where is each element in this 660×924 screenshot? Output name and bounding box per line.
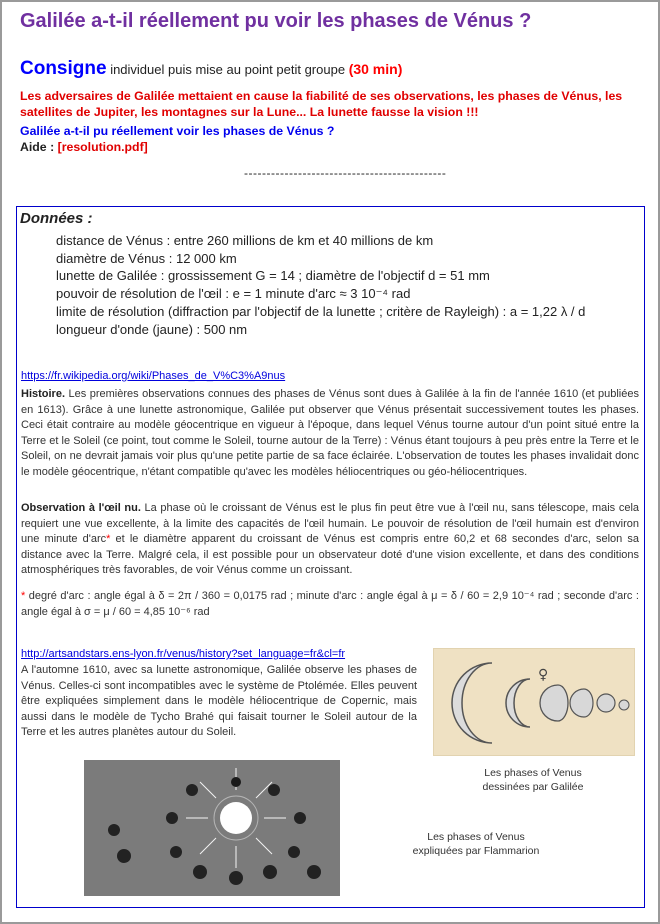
venus-dot-new [231, 777, 241, 787]
venus-phase-gibbous-small [570, 689, 593, 717]
footnote-star: * [106, 533, 111, 546]
venus-dot [193, 865, 207, 879]
artsandstars-link[interactable]: http://artsandstars.ens-lyon.fr/venus/history?set_language=fr&cl=fr [21, 648, 346, 660]
adversaries-text [20, 88, 645, 120]
flammarion-phases-svg [84, 760, 340, 896]
separator: --------------------------------------------- [244, 166, 447, 180]
angle-note-paragraph [21, 589, 639, 620]
flammarion-caption-line-1: Les phases of Venus [427, 831, 525, 843]
histoire-label: Histoire. [21, 388, 66, 400]
note-star: * [21, 590, 26, 602]
lyon-paragraph: A l'automne 1610, avec sa lunette astronomique, Galilée observe les phases de Vénus. Celles-ci sont incompatibles avec le système de Ptolémée. Elles peuvent être expliquées simplement dans le modèle héliocentrique de Copernic, mais aussi dans le modèle de Tycho Brahé qui faisait tourner le Soleil autour de la Terre et les autres planètes autour du Soleil. [21, 664, 417, 739]
flammarion-caption [396, 830, 556, 858]
venus-phase-full [597, 694, 615, 712]
consigne-text: individuel puis mise au point petit groupe [110, 62, 346, 77]
venus-dot [166, 812, 178, 824]
donnee-line: longueur d'onde (jaune) : 500 nm [56, 322, 248, 337]
histoire-text: Les premières observations connues des phases de Vénus sont dues à Galilée à la fin de l'année 1610 (et publiées en 1613). Grâce à une lunette astronomique, Galilée put observer que Vénus présentait successivement toutes les phases. Ceci était contraire au modèle géocentrique en vigueur à l'époque, dans lequel Vénus tourne autour d'un point situé entre la Terre et le Soleil (ce point, tout comme le Soleil, tourne autour de la Terre) : Vénus étant toujours à peu près entre la Terre et le Soleil, on ne devrait jamais voir plus qu'une petite partie de sa face éclairée. L'observation de toutes les phases invalidait donc le modèle géocentrique, n'étant compatible qu'avec les modèles héliocentriques ou géo-héliocentriques. [21, 388, 639, 478]
consigne-word: Consigne [20, 58, 107, 79]
note-text: degré d'arc : angle égal à δ = 2π / 360 = 0,0175 rad ; minute d'arc : angle égal à μ = δ / 60 = 2,9 10⁻⁴ rad ; seconde d'arc : angle égal à σ = μ / 60 = 4,85 10⁻⁶ rad [21, 590, 639, 618]
observation-label: Observation à l'œil nu. [21, 502, 141, 514]
sun-icon [220, 802, 252, 834]
flammarion-phases-illustration [84, 760, 340, 896]
aide-link[interactable]: [resolution.pdf] [57, 140, 148, 154]
galilee-caption [448, 766, 618, 794]
wikipedia-link[interactable]: https://fr.wikipedia.org/wiki/Phases_de_V%C3%A9nus [21, 370, 286, 382]
galilee-caption-line-1: Les phases of Venus [484, 767, 582, 779]
venus-phase-full-small [619, 700, 629, 710]
adversaries-line-1: Les adversaires de Galilée mettaient en cause la fiabilité de ses observations, les phases de Vénus, les [20, 89, 623, 103]
galilee-phases-drawing [433, 648, 635, 756]
venus-dot [229, 871, 243, 885]
donnees-heading: Données : [20, 210, 93, 227]
donnee-line: distance de Vénus : entre 260 millions de km et 40 millions de km [56, 233, 434, 248]
venus-dot [186, 784, 198, 796]
wiki-observation-paragraph [21, 501, 639, 579]
venus-dot [263, 865, 277, 879]
venus-dot [294, 812, 306, 824]
flammarion-background [84, 760, 340, 896]
observation-text-a: La phase où le croissant de Vénus est le plus fin peut être vue à l'œil nu, sans télescope, mais cela requiert une vue excellente, à la limite des capacités de l'œil humain. Le pouvoir de résolution de l'œil humain est d'environ une minute d'arc [21, 502, 639, 546]
galilee-phases-svg [434, 649, 634, 755]
venus-phase-gibbous-large [540, 685, 568, 721]
donnee-line: diamètre de Vénus : 12 000 km [56, 251, 237, 266]
venus-symbol-icon: ♀ [538, 667, 549, 683]
aide-line [20, 140, 148, 154]
venus-phase-crescent-large [452, 663, 492, 743]
flammarion-caption-line-2: expliquées par Flammarion [412, 845, 540, 857]
adversaries-line-2: satellites de Jupiter, les montagnes sur la Lune... La lunette fausse la vision !!! [20, 105, 479, 119]
wiki-histoire-paragraph [21, 387, 639, 481]
galilee-caption-line-2: dessinées par Galilée [482, 781, 584, 793]
aide-label: Aide : [20, 140, 55, 154]
donnee-line: limite de résolution (diffraction par l'objectif de la lunette ; critère de Rayleigh) : a = 1,22 λ / d [56, 304, 586, 319]
donnee-line: lunette de Galilée : grossissement G = 14 ; diamètre de l'objectif d = 51 mm [56, 268, 490, 283]
venus-dot [307, 865, 321, 879]
page-title: Galilée a-t-il réellement pu voir les phases de Vénus ? [20, 10, 532, 32]
venus-dot [117, 849, 131, 863]
consigne-line [20, 58, 402, 80]
consigne-time: (30 min) [348, 61, 403, 77]
venus-dot [268, 784, 280, 796]
venus-phase-crescent-medium [506, 679, 530, 727]
venus-dot [170, 846, 182, 858]
observation-text-b: et le diamètre apparent du croissant de Vénus est compris entre 60,2 et 68 secondes d'arc, selon sa distance avec la Terre. Malgré cela, il est possible pour un observateur doté d'une vision excellente, et dans des conditions atmosphériques très favorables, de voir Vénus comme un croissant. [21, 533, 640, 577]
venus-dot [288, 846, 300, 858]
donnee-line: pouvoir de résolution de l'œil : e = 1 minute d'arc ≈ 3 10⁻⁴ rad [56, 286, 411, 301]
venus-dot [108, 824, 120, 836]
main-question: Galilée a-t-il pu réellement voir les phases de Vénus ? [20, 124, 335, 138]
